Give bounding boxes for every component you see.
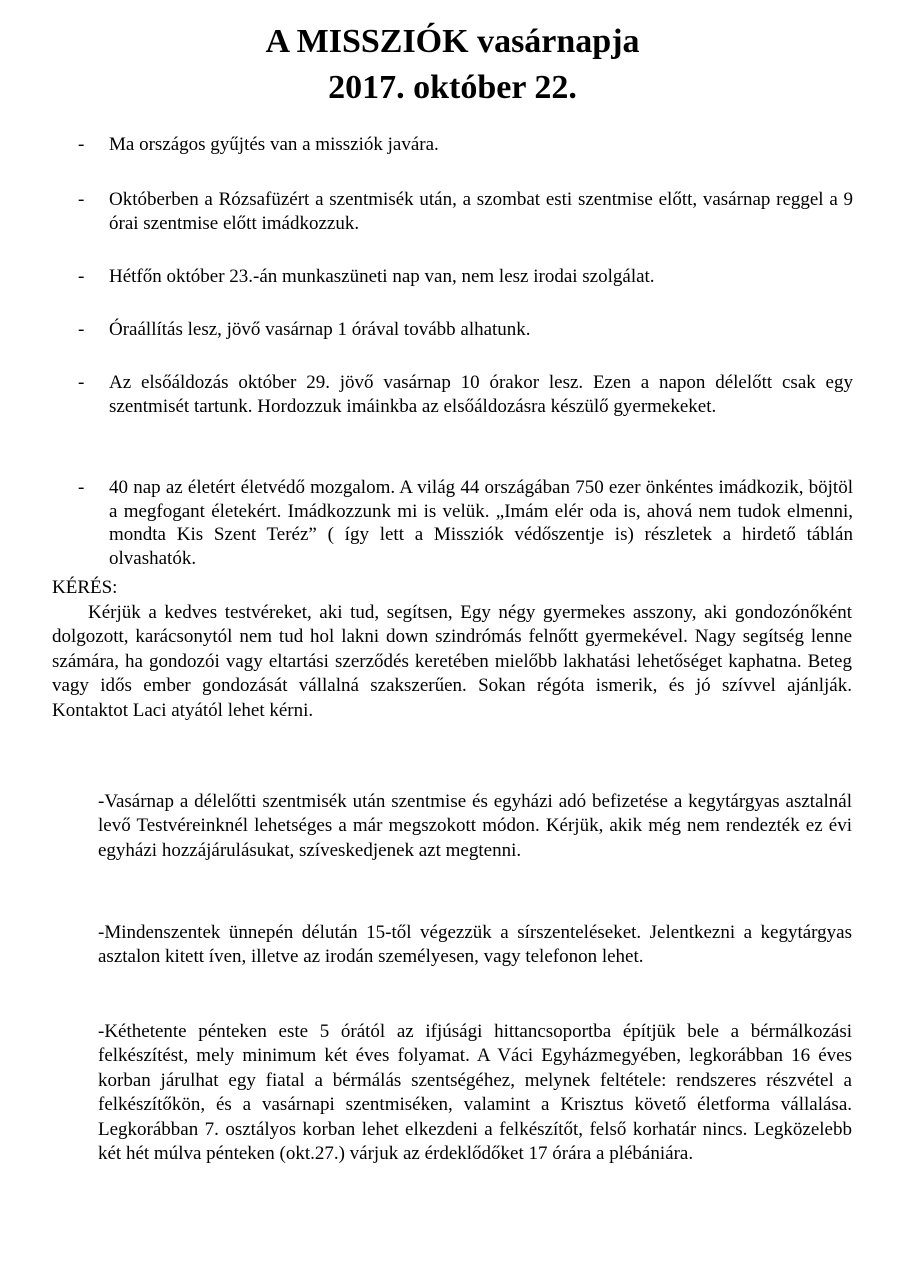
note-paragraph: -Vasárnap a délelőtti szentmisék után szentmise és egyházi adó befizetése a kegytárgyas asztalnál levő Testvéreinknél lehetséges a már megszokott módon. Kérjük, akik még nem rendezték ez évi egyházi hozzájárulásukat, szíveskedjenek azt megtenni. — [98, 791, 852, 861]
announcement-text: Óraállítás lesz, jövő vasárnap 1 órával tovább alhatunk. — [109, 319, 531, 340]
announcement-item — [78, 476, 853, 570]
bullet-dash: - — [78, 477, 85, 498]
bullet-dash: - — [78, 189, 85, 210]
bullet-dash: - — [78, 266, 85, 287]
page-title: A MISSZIÓK vasárnapja — [265, 23, 640, 60]
bullet-dash: - — [78, 372, 85, 393]
announcement-text: Októberben a Rózsafüzért a szentmisék után, a szombat esti szentmise előtt, vasárnap reggel a 9 órai szentmise előtt imádkozzuk. — [109, 189, 853, 234]
note-paragraph: -Mindenszentek ünnepén délután 15-től végezzük a sírszenteléseket. Jelentkezni a kegytárgyas asztalon kitett íven, illetve az irodán személyesen, vagy telefonon lehet. — [98, 922, 852, 968]
page-date: 2017. október 22. — [328, 69, 577, 106]
announcement-item — [78, 371, 853, 418]
announcement-text: 40 nap az életért életvédő mozgalom. A világ 44 országában 750 ezer önkéntes imádkozik, böjtöl a megfogant életekért. Imádkozzunk mi is velük. „Imám elér oda is, ahová nem tudok elmenni, mondta Kis Szent Teréz” ( így lett a Missziók védőszentje is) részletek a hirdető táblán olvashatók. — [109, 477, 853, 569]
bullet-dash: - — [78, 319, 85, 340]
announcement-item — [78, 265, 853, 289]
announcement-text: Az elsőáldozás október 29. jövő vasárnap 10 órakor lesz. Ezen a napon délelőtt csak egy szentmisét tartunk. Hordozzuk imáinkba az elsőáldozásra készülő gyermekeket. — [109, 372, 853, 417]
announcement-text: Hétfőn október 23.-án munkaszüneti nap van, nem lesz irodai szolgálat. — [109, 266, 655, 287]
bullet-dash: - — [78, 134, 85, 155]
announcement-item — [78, 133, 853, 157]
announcement-item — [78, 188, 853, 235]
announcement-text: Ma országos gyűjtés van a missziók javára. — [109, 134, 439, 155]
announcement-item — [78, 318, 853, 342]
note-paragraph: -Kéthetente pénteken este 5 órától az ifjúsági hittancsoportba építjük bele a bérmálkozási felkészítést, mely minimum két éves folyamat. A Váci Egyházmegyében, legkorábban 16 éves korban járulhat egy fiatal a bérmálás szentségéhez, melynek feltétele: rendszeres részvétel a felkészítőkön, és a vasárnapi szentmiséken, valamint a Krisztus követő életforma vállalása. Legkorábban 7. osztályos korban lehet elkezdeni a felkészítőt, felső korhatár nincs. Legközelebb két hét múlva pénteken (okt.27.) várjuk az érdeklődőket 17 órára a plébániára. — [98, 1021, 852, 1165]
request-heading: KÉRÉS: — [52, 577, 118, 598]
request-paragraph: Kérjük a kedves testvéreket, aki tud, segítsen, Egy négy gyermekes asszony, aki gondozónőként dolgozott, karácsonytól nem tud hol lakni down szindrómás felnőtt gyermekével. Nagy segítség lenne számára, ha gondozói vagy eltartási szerződés keretében mielőbb lakhatási lehetőséget kaphatna. Beteg vagy idős ember gondozását vállalná szakszerűen. Sokan régóta ismerik, és jó szívvel ajánlják. Kontaktot Laci atyától lehet kérni. — [52, 602, 852, 721]
